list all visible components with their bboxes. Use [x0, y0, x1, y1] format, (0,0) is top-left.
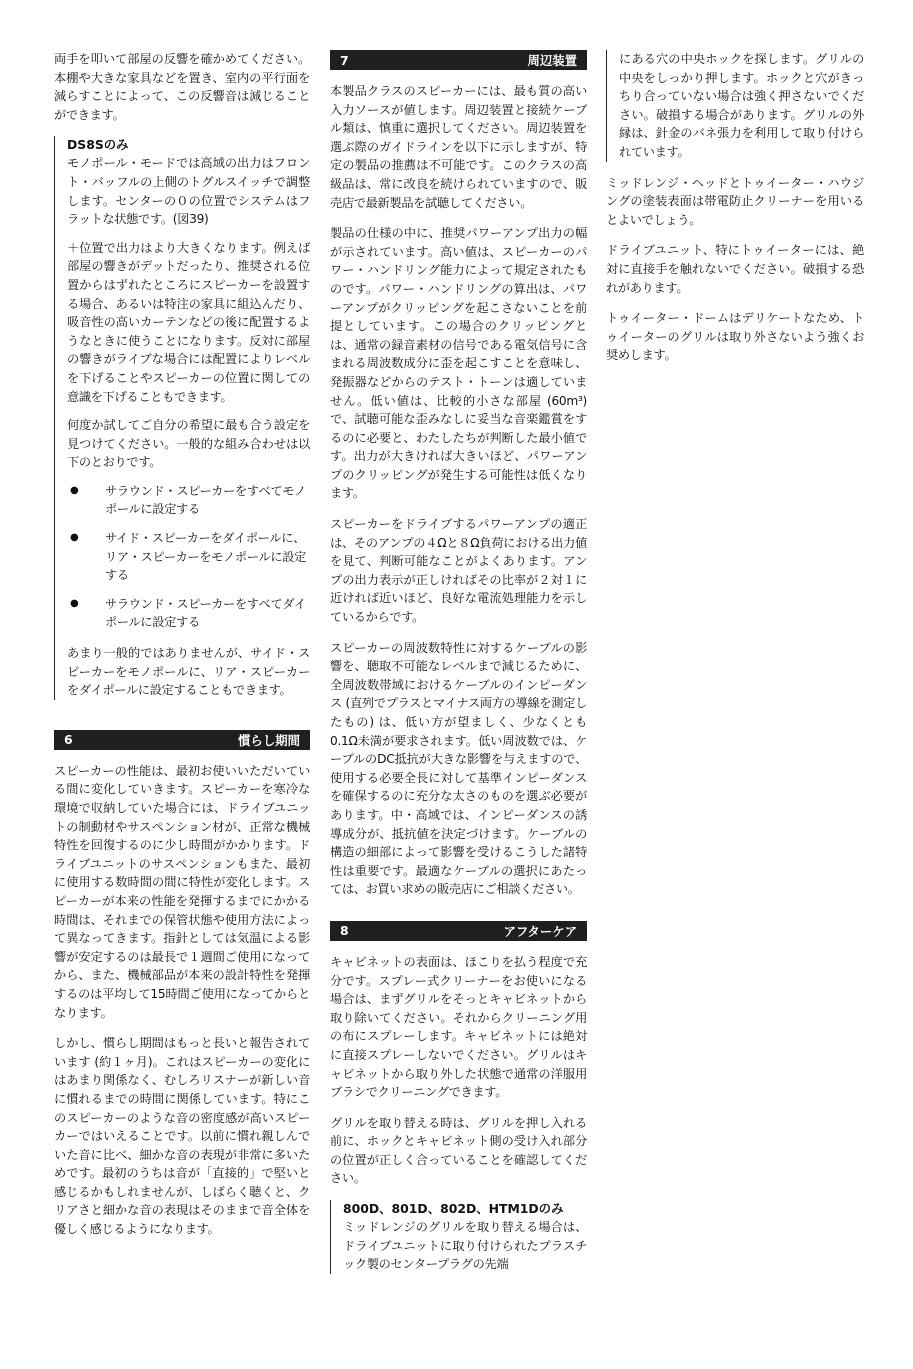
section-7-header: [330, 50, 587, 70]
column-right: [606, 50, 864, 377]
ds8s-bullet-list: [67, 482, 310, 632]
aftercare-paragraph: トゥイーター・ドームはデリケートなため、トゥイーターのグリルは取り外さないよう強くお奨めします。: [606, 311, 864, 363]
section-8-paragraph: キャビネットの表面は、ほこりを払う程度で充分です。スプレー式クリーナーをお使いになる場合は、まずグリルをそっとキャビネットから取り除いてください。それからクリーニング用の布にスプレーします。キャビネットには絶対に直接スプレーしないでください。グリルはキャビネットから取り外した状態で通常の洋服用ブラシでクリーニングできます。: [330, 954, 587, 1100]
section-number: 7: [340, 52, 349, 68]
section-6-paragraph: スピーカーの性能は、最初お使いいただいている間に変化していきます。スピーカーを寒冷な環境で収納していた場合には、ドライブユニットの制動材やサスペンション材が、正常な機械特性を回復するのに少し時間がかかります。ドライブユニットのサスペンションもまた、最初に使用する数時間の間に特性が変化します。スピーカーが本来の性能を発揮するまでにかかる時間は、それまでの保管状態や使用方法によって異なってきます。指針としては気温による影響が安定するのは最長で１週間ご使用になってから、また、機械部品が本来の設計特性を発揮するのは平均して15時間ご使用になってからとなります。: [54, 763, 310, 1020]
section-8-paragraph: グリルを取り替える時は、グリルを押し入れる前に、ホックとキャビネット側の受け入れ部分の位置が正しく合っていることを確認してください。: [330, 1115, 587, 1186]
ds8s-paragraph: ＋位置で出力はより大きくなります。例えば部屋の響きがデットだったり、推奨される位置からはずれたところにスピーカーを設置する場合、あるいは特注の家具に組込んだり、吸音性の高いカーテンなどの後に配置するようなときに使うことになります。反対に部屋の響きがライブな場合には配置によりレベルを下げることやスピーカーの位置に関しての意識を下げることもできます。: [67, 240, 310, 404]
section-number: 6: [64, 732, 73, 748]
intro-paragraph: 両手を叩いて部屋の反響を確かめてください。本棚や大きな家具などを置き、室内の平行面を減らすことによって、この反響音は減じることができます。: [54, 52, 310, 122]
section-title: 周辺装置: [527, 53, 577, 68]
ds8s-paragraph: モノポール・モードでは高域の出力はフロント・バッフルの上側のトグルスイッチで調整します。センターの０の位置でシステムはフラットな状態です。(図39): [67, 156, 310, 227]
bullet-item: ● サイド・スピーカーをダイポールに、リア・スピーカーをモノポールに設定する: [67, 529, 310, 585]
section-7-paragraph: 本製品クラスのスピーカーには、最も質の高い入力ソースが値します。周辺装置と接続ケーブル類は、慎重に選択してください。周辺装置を選ぶ際のガイドラインを以下に示しますが、特定の製品の推薦は不可能です。このクラスの高級品は、常に改良を続けられていますので、販売店で最新製品を試聴してください。: [330, 84, 587, 210]
section-8-header: [330, 921, 587, 941]
model-note-title: 800D、801D、802D、HTM1Dのみ: [343, 1201, 564, 1217]
model-note-text: ミッドレンジのグリルを取り替える場合は、ドライブユニットに取り付けられたプラスチック製のセンタープラグの先端: [343, 1220, 587, 1272]
section-6-paragraph: しかし、慣らし期間はもっと長いと報告されています (約１ヶ月)。これはスピーカーの変化にはあまり関係なく、むしろリスナーが新しい音に慣れるまでの時間に関係しています。特にこのスピーカーのような音の密度感が高いスピーカーではいえることです。以前に慣れ親しんでいた音に比べ、細かな音の表現が非常に多いためです。最初のうちは音が「直接的」で堅いと感じるかもしれませんが、しばらく聴くと、クリアさと細かな音の表現はそのままで音全体を優しく感じるようになります。: [54, 1036, 310, 1237]
bullet-item: ● サラウンド・スピーカーをすべてダイポールに設定する: [67, 595, 310, 632]
ds8s-paragraph: 何度か試してご自分の希望に最も合う設定を見つけてください。一般的な組み合わせは以下のとおりです。: [67, 418, 310, 470]
section-title: アフターケア: [503, 923, 577, 939]
model-note-continued-text: にある穴の中央ホックを探します。グリルの中央をしっかり押します。ホックと穴がきっちり合っていない場合は強く押さないでください。破損する場合があります。グリルの外縁は、針金のバネ張力を利用して取り付けられています。: [619, 52, 864, 159]
ds8s-note-title: DS8Sのみ: [67, 137, 129, 153]
section-7-paragraph: 製品の仕様の中に、推奨パワーアンプ出力の幅が示されています。高い値は、スピーカーのパワー・ハンドリング能力によって規定されたものです。パワー・ハンドリングの算出は、パワーアンプがクリッピングを起こさないことを前提としています。この場合のクリッピングとは、通常の録音素材の信号である電気信号に含まれる周波数成分に歪を起こすことを意味し、発振器などからのテスト・トーンは適していません。低い値は、比較的小さな部屋 (60m³) で、試聴可能な歪みなしに妥当な音楽鑑賞をするのに必要と、わたしたちが判断した最小値です。出力が大きければ大きいほど、パワーアンプのクリッピングが発生する可能性は低くなります。: [330, 226, 587, 501]
model-note: [330, 1200, 587, 1274]
model-note-continued: [606, 50, 864, 162]
section-7-paragraph: スピーカーをドライブするパワーアンプの適正は、そのアンプの４Ωと８Ω負荷における出力値を見て、判断可能なことがよくあります。アンプの出力表示が正しければその比率が２対１に近ければ近いほど、良好な電流処理能力を示しているからです。: [330, 517, 587, 625]
column-left: [54, 50, 310, 1251]
section-7-paragraph: スピーカーの周波数特性に対するケーブルの影響を、聴取不可能なレベルまで減じるために、全周波数帯域におけるケーブルのインピーダンス (直列でプラスとマイナス両方の導線を測定したもの) は、低い方が望ましく、少なくとも0.1Ω未満が要求されます。低い周波数では、ケーブルのDC抵抗が大きな影響を与えますので、使用する必要全長に対して基準インピーダンスを確保するのに充分な太さのものを選ぶ必要があります。中・高域では、インピーダンスの誘導成分が、抵抗値を決定づけます。ケーブルの構造の細部によって影響を受けるこうした諸特性は重要です。最適なケーブルの選択にあたっては、お買い求めの販売店にご相談ください。: [330, 640, 587, 897]
aftercare-paragraph: ドライブユニット、特にトゥイーターには、絶対に直接手を触れないでください。破損する恐れがあります。: [606, 243, 864, 295]
ds8s-note: [54, 136, 310, 699]
section-title: 慣らし期間: [238, 732, 300, 748]
section-number: 8: [340, 923, 349, 939]
section-6-header: [54, 730, 310, 750]
aftercare-paragraph: ミッドレンジ・ヘッドとトゥイーター・ハウジングの塗装表面は帯電防止クリーナーを用いるとよいでしょう。: [606, 175, 864, 227]
ds8s-closing: あまり一般的ではありませんが、サイド・スピーカーをモノポールに、リア・スピーカーをダイポールに設定することもできます。: [67, 646, 310, 698]
bullet-item: ● サラウンド・スピーカーをすべてモノポールに設定する: [67, 482, 310, 519]
column-middle: [330, 50, 587, 1274]
